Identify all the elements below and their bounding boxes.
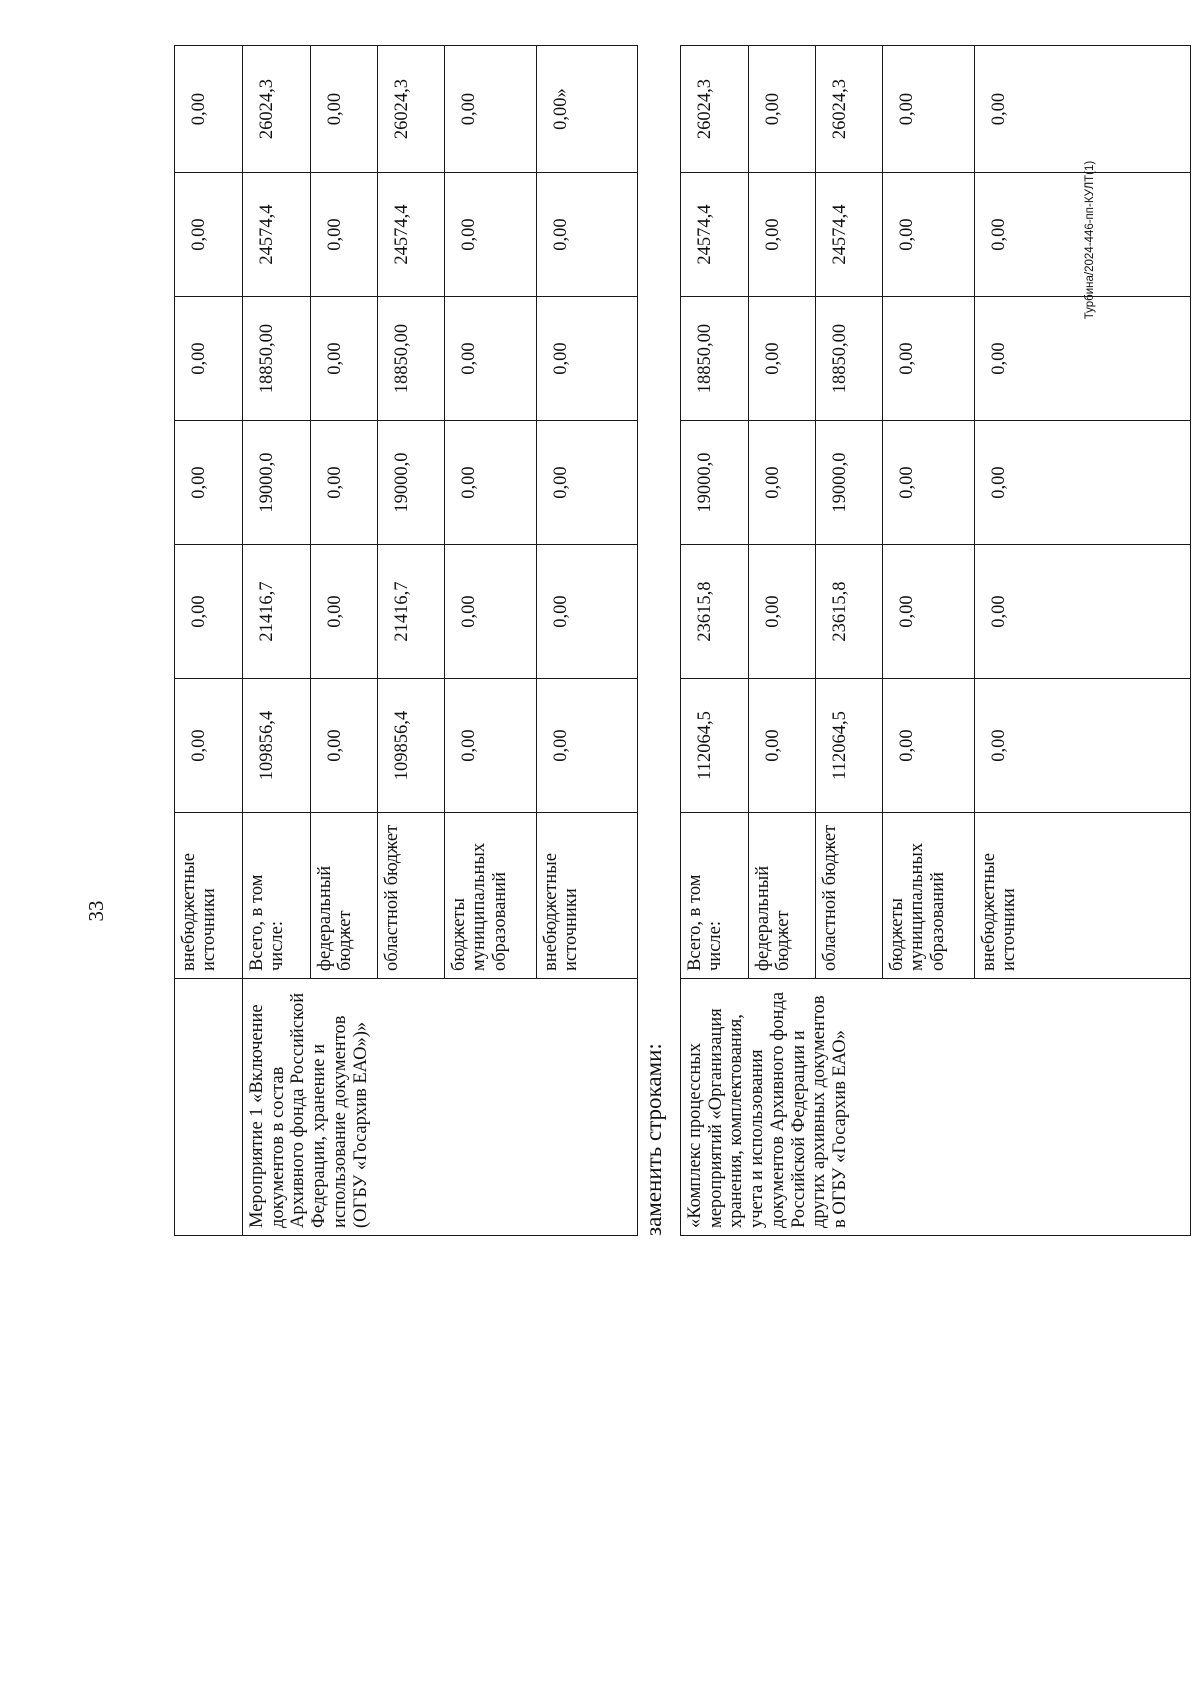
value-cell: 0,00 [311,46,378,173]
value-cell: 0,00 [749,679,816,813]
value-cell: 112064,5 [681,679,749,813]
value-cell: 21416,7 [378,545,445,679]
value-cell: 26024,3 [243,46,311,173]
value-cell: 0,00 [537,545,638,679]
value-cell: 0,00 [749,421,816,545]
value-cell: 24574,4 [816,173,883,297]
category-cell: областной бюджет [816,813,883,979]
value-cell: 19000,0 [243,421,311,545]
value-cell: 109856,4 [243,679,311,813]
document-code: Турбина/2024-446-пп-КУЛТ(1) [1084,160,1096,320]
category-cell: областной бюджет [378,813,445,979]
value-cell: 0,00 [749,173,816,297]
value-cell: 0,00 [445,46,537,173]
value-cell: 26024,3 [378,46,445,173]
value-cell: 24574,4 [243,173,311,297]
table-row [243,46,311,1236]
value-cell: 0,00 [537,679,638,813]
value-cell: 0,00 [311,545,378,679]
table-row [681,46,749,1236]
value-cell: 0,00 [311,173,378,297]
value-cell: 0,00 [883,679,975,813]
category-cell: бюджеты муниципальных образований [883,813,975,979]
value-cell: 24574,4 [378,173,445,297]
value-cell: 19000,0 [816,421,883,545]
category-cell: федеральный бюджет [311,813,378,979]
value-cell: 0,00 [175,679,243,813]
value-cell: 18850,00 [681,297,749,421]
category-cell: Всего, в том числе: [681,813,749,979]
value-cell: 109856,4 [378,679,445,813]
value-cell: 0,00 [537,173,638,297]
table-original-rows [174,78,637,1236]
value-cell: 0,00 [175,545,243,679]
table-row [175,46,243,1236]
value-cell: 0,00» [537,46,638,173]
value-cell: 0,00 [749,46,816,173]
value-cell: 0,00 [975,297,1191,421]
value-cell: 0,00 [883,297,975,421]
value-cell: 0,00 [883,545,975,679]
value-cell: 0,00 [175,46,243,173]
value-cell: 0,00 [537,421,638,545]
page-number: 33 [84,900,108,922]
value-cell: 0,00 [311,421,378,545]
value-cell: 19000,0 [681,421,749,545]
category-cell: бюджеты муниципальных образований [445,813,537,979]
value-cell: 0,00 [311,297,378,421]
value-cell: 0,00 [975,421,1191,545]
value-cell: 0,00 [883,421,975,545]
value-cell: 23615,8 [681,545,749,679]
empty-cell [175,979,243,1236]
replace-label: заменить строками: [641,1043,666,1236]
value-cell: 0,00 [445,297,537,421]
category-cell: внебюджетные источники [975,813,1191,979]
value-cell: 0,00 [445,545,537,679]
complex-title: «Комплекс процессных мероприятий «Организация хранения, комплектования, учета и использования документов Архивного фонда Российской Федерации и других архивных документов в ОГБУ «Госархив ЕАО» [681,979,1191,1236]
value-cell: 0,00 [537,297,638,421]
value-cell: 0,00 [749,545,816,679]
table-replacement-rows [680,78,1190,1236]
value-cell: 19000,0 [378,421,445,545]
value-cell: 0,00 [445,421,537,545]
measure-title: Мероприятие 1 «Включение документов в состав Архивного фонда Российской Федерации, хранение и использование документов (ОГБУ «Госархив ЕАО»)» [243,979,638,1236]
value-cell: 0,00 [975,46,1191,173]
value-cell: 112064,5 [816,679,883,813]
value-cell: 0,00 [975,545,1191,679]
value-cell: 0,00 [883,46,975,173]
value-cell: 0,00 [175,421,243,545]
value-cell: 0,00 [975,173,1191,297]
category-cell: федеральный бюджет [749,813,816,979]
value-cell: 18850,00 [816,297,883,421]
value-cell: 24574,4 [681,173,749,297]
value-cell: 0,00 [311,679,378,813]
value-cell: 0,00 [883,173,975,297]
category-cell: внебюджетные источники [537,813,638,979]
value-cell: 0,00 [445,173,537,297]
value-cell: 0,00 [175,297,243,421]
value-cell: 18850,00 [243,297,311,421]
category-cell: Всего, в том числе: [243,813,311,979]
value-cell: 0,00 [975,679,1191,813]
value-cell: 0,00 [175,173,243,297]
value-cell: 26024,3 [816,46,883,173]
value-cell: 23615,8 [816,545,883,679]
value-cell: 21416,7 [243,545,311,679]
category-cell: внебюджетные источники [175,813,243,979]
value-cell: 0,00 [749,297,816,421]
value-cell: 18850,00 [378,297,445,421]
value-cell: 0,00 [445,679,537,813]
value-cell: 26024,3 [681,46,749,173]
